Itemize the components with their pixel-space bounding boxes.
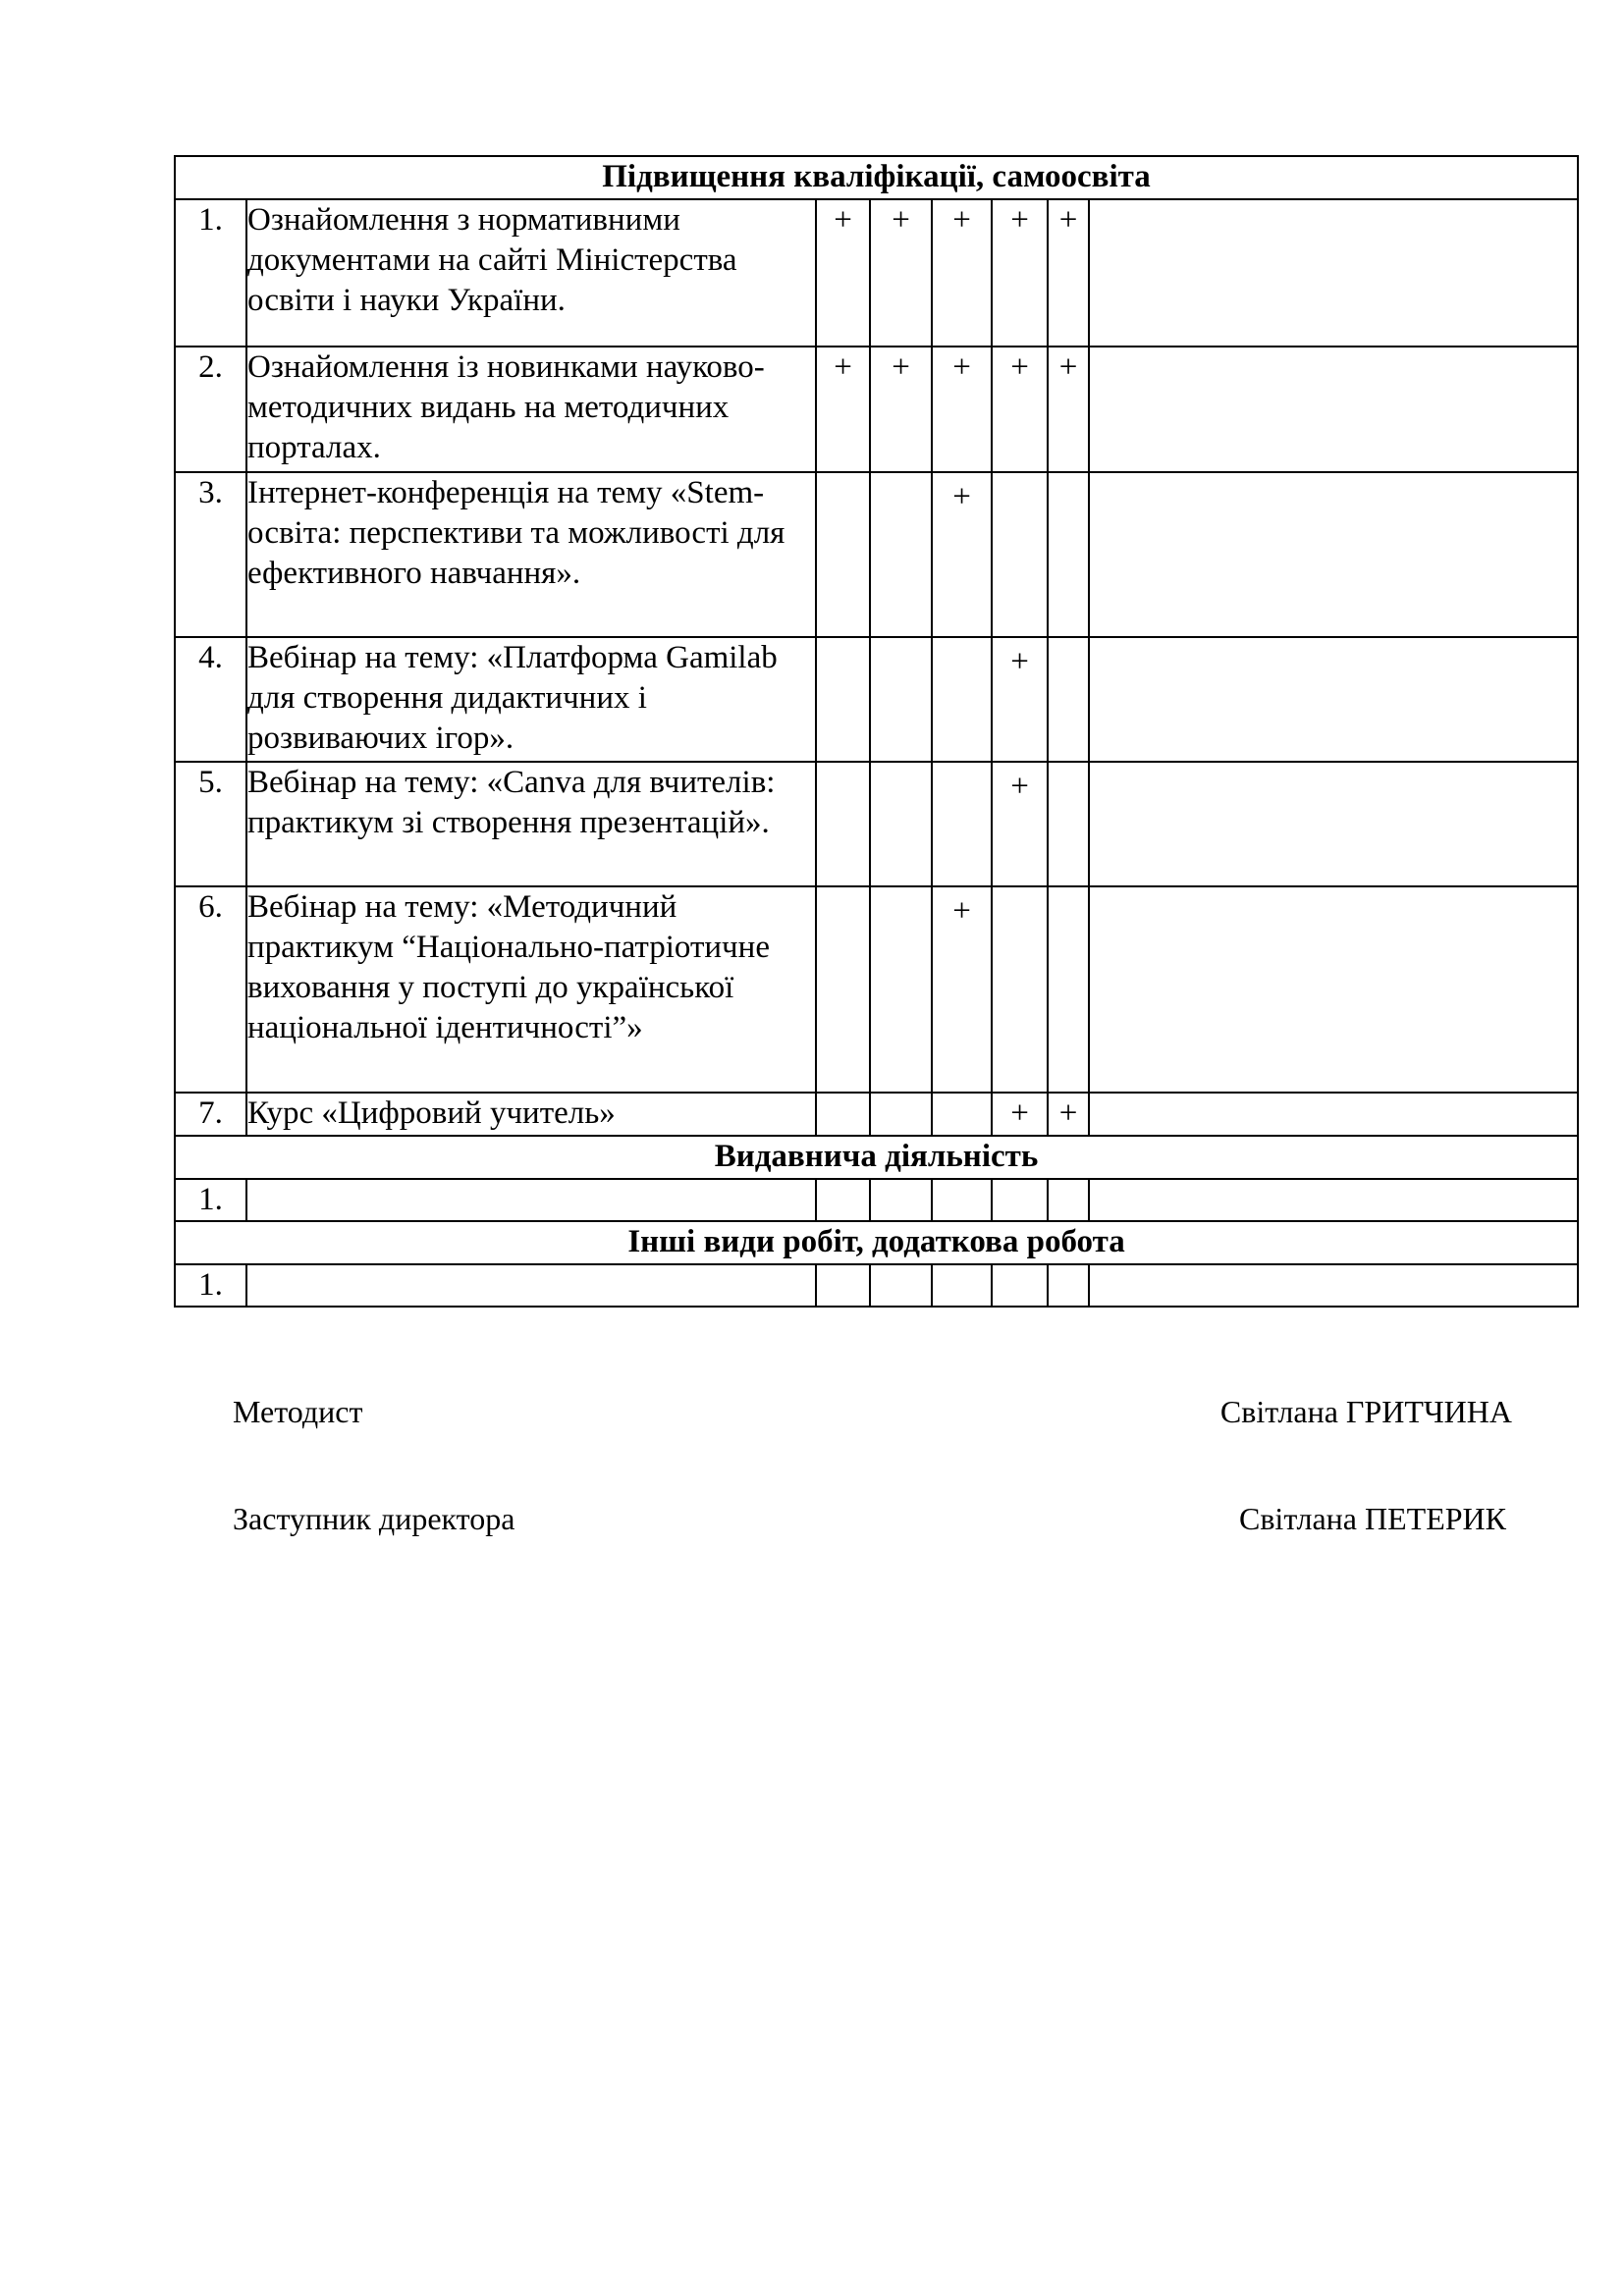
mark-cell: + [932,199,992,347]
mark-cell [870,762,932,886]
notes-cell [1089,1093,1578,1136]
signature-name-deputy-director: Світлана ПЕТЕРИК [1238,1501,1506,1536]
row-number: 2. [175,347,246,472]
table-row [175,1179,1578,1221]
mark-cell [870,472,932,637]
table-row [175,637,1578,762]
signature-role-deputy-director: Заступник директора [233,1501,515,1536]
table-row [175,1093,1578,1136]
mark-cell [992,1264,1048,1307]
notes-cell [1089,199,1578,347]
row-number: 6. [175,886,246,1093]
mark-cell [816,1093,870,1136]
mark-cell [932,1264,992,1307]
notes-cell [1089,1179,1578,1221]
notes-cell [1089,347,1578,472]
mark-cell [1048,886,1089,1093]
row-number: 7. [175,1093,246,1136]
row-number: 1. [175,1179,246,1221]
notes-cell [1089,762,1578,886]
row-description: Інтернет-конференція на тему «Stem-освіта: перспективи та можливості для ефективного навчання». [246,472,816,637]
row-description: Ознайомлення з нормативними документами на сайті Міністерства освіти і науки України. [246,199,816,347]
table-row [175,886,1578,1093]
work-plan-table [174,155,1579,1308]
section-title-publishing: Видавнича діяльність [175,1136,1578,1179]
mark-cell [992,886,1048,1093]
mark-cell: + [992,347,1048,472]
mark-cell [1048,637,1089,762]
mark-cell [816,637,870,762]
mark-cell: + [992,637,1048,762]
mark-cell [932,637,992,762]
mark-cell [816,1264,870,1307]
notes-cell [1089,1264,1578,1307]
notes-cell [1089,637,1578,762]
mark-cell [816,886,870,1093]
row-description: Ознайомлення із новинками науково-методичних видань на методичних порталах. [246,347,816,472]
table-row [175,472,1578,637]
mark-cell: + [870,347,932,472]
mark-cell [992,1179,1048,1221]
row-number: 3. [175,472,246,637]
mark-cell [932,1179,992,1221]
notes-cell [1089,886,1578,1093]
section-header-row [175,156,1578,199]
mark-cell: + [992,199,1048,347]
mark-cell [870,1264,932,1307]
row-number: 4. [175,637,246,762]
mark-cell: + [932,886,992,1093]
mark-cell [1048,472,1089,637]
section-header-row [175,1136,1578,1179]
table-row [175,1264,1578,1307]
mark-cell [1048,1264,1089,1307]
row-description [246,1264,816,1307]
row-number: 1. [175,199,246,347]
mark-cell [1048,1179,1089,1221]
mark-cell [932,762,992,886]
row-description: Вебінар на тему: «Canva для вчителів: практикум зі створення презентацій». [246,762,816,886]
mark-cell: + [1048,199,1089,347]
mark-cell: + [932,347,992,472]
mark-cell: + [992,1093,1048,1136]
mark-cell: + [1048,1093,1089,1136]
row-description: Курс «Цифровий учитель» [246,1093,816,1136]
section-title-other: Інші види робіт, додаткова робота [175,1221,1578,1264]
table-row [175,199,1578,347]
row-description: Вебінар на тему: «Платформа Gamilab для створення дидактичних і розвиваючих ігор». [246,637,816,762]
mark-cell: + [816,199,870,347]
mark-cell [932,1093,992,1136]
table-row [175,762,1578,886]
signature-role-methodist: Методист [233,1394,363,1429]
section-header-row [175,1221,1578,1264]
table-row [175,347,1578,472]
notes-cell [1089,472,1578,637]
row-number: 1. [175,1264,246,1307]
signature-name-methodist: Світлана ГРИТЧИНА [1219,1394,1512,1429]
mark-cell: + [1048,347,1089,472]
row-description: Вебінар на тему: «Методичний практикум “Національно-патріотичне виховання у поступі до української національної ідентичності”» [246,886,816,1093]
mark-cell: + [816,347,870,472]
section-title-qualification: Підвищення кваліфікації, самоосвіта [175,156,1578,199]
mark-cell [816,762,870,886]
mark-cell [992,472,1048,637]
mark-cell [1048,762,1089,886]
mark-cell: + [992,762,1048,886]
mark-cell [870,886,932,1093]
mark-cell: + [932,472,992,637]
row-number: 5. [175,762,246,886]
mark-cell: + [870,199,932,347]
mark-cell [870,1093,932,1136]
mark-cell [870,1179,932,1221]
mark-cell [816,472,870,637]
row-description [246,1179,816,1221]
mark-cell [816,1179,870,1221]
mark-cell [870,637,932,762]
